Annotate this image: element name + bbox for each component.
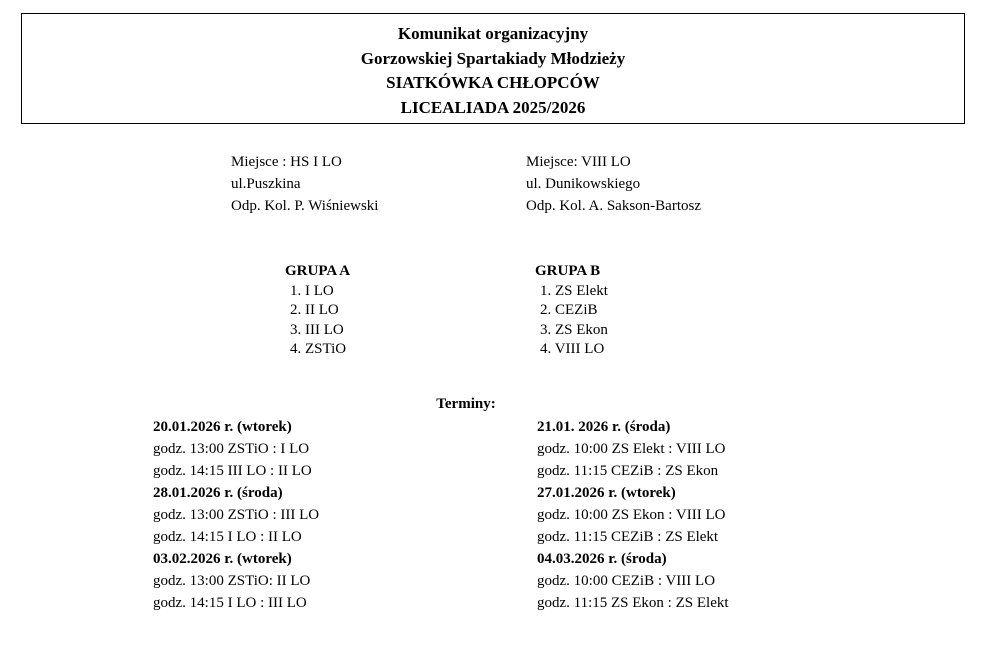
schedule-date: 04.03.2026 r. (środa) [537,551,667,567]
group-b-team-list [535,282,608,360]
venue-right-place: Miejsce: VIII LO [526,154,631,170]
schedule-date: 20.01.2026 r. (wtorek) [153,419,292,435]
schedule-title: Terminy: [436,396,496,412]
venue-left [231,151,378,217]
schedule-date: 28.01.2026 r. (środa) [153,485,283,501]
schedule-match: godz. 11:15 ZS Ekon : ZS Elekt [537,595,729,611]
venue-right-street: ul. Dunikowskiego [526,176,641,192]
venue-right [526,151,701,217]
schedule-date: 03.02.2026 r. (wtorek) [153,551,292,567]
schedule-match: godz. 14:15 I LO : II LO [153,529,302,545]
venue-right-responsible: Odp. Kol. A. Sakson-Bartosz [526,198,701,214]
schedule-match: godz. 13:00 ZSTiO: II LO [153,573,311,589]
group-a-team: 3. III LO [290,321,344,338]
document-header [21,13,965,124]
header-line-3: SIATKÓWKA CHŁOPCÓW [386,73,600,92]
schedule-match: godz. 13:00 ZSTiO : III LO [153,507,320,523]
schedule-match: godz. 10:00 ZS Ekon : VIII LO [537,507,726,523]
schedule-match: godz. 11:15 CEZiB : ZS Elekt [537,529,719,545]
group-a [285,262,350,360]
group-b-title: GRUPA B [535,263,601,279]
schedule-date: 21.01. 2026 r. (środa) [537,419,671,435]
schedule-match: godz. 13:00 ZSTiO : I LO [153,441,310,457]
venue-left-street: ul.Puszkina [231,176,301,192]
group-a-team: 4. ZSTiO [290,341,347,357]
schedule-left-column [153,416,319,614]
group-a-title: GRUPA A [285,263,351,279]
group-a-team: 2. II LO [290,302,339,318]
group-b-team: 1. ZS Elekt [540,282,608,299]
group-b-team: 2. CEZiB [540,302,598,318]
header-line-2: Gorzowskiej Spartakiady Młodzieży [360,48,626,68]
group-a-team: 1. I LO [290,282,334,299]
header-line-1: Komunikat organizacyjny [397,24,589,43]
group-b [535,262,608,360]
schedule-match: godz. 14:15 I LO : III LO [153,595,307,611]
schedule-date: 27.01.2026 r. (wtorek) [537,485,676,501]
group-b-team: 4. VIII LO [540,341,605,357]
group-b-team: 3. ZS Ekon [540,321,608,338]
schedule-right-column [537,416,729,614]
venue-left-responsible: Odp. Kol. P. Wiśniewski [231,198,379,214]
schedule-match: godz. 10:00 ZS Elekt : VIII LO [537,441,726,457]
venue-left-place: Miejsce : HS I LO [231,154,342,170]
schedule-match: godz. 10:00 CEZiB : VIII LO [537,573,716,589]
header-line-4: LICEALIADA 2025/2026 [400,97,586,117]
schedule-match: godz. 11:15 CEZiB : ZS Ekon [537,463,719,479]
group-a-team-list [285,282,350,360]
schedule-match: godz. 14:15 III LO : II LO [153,463,312,479]
